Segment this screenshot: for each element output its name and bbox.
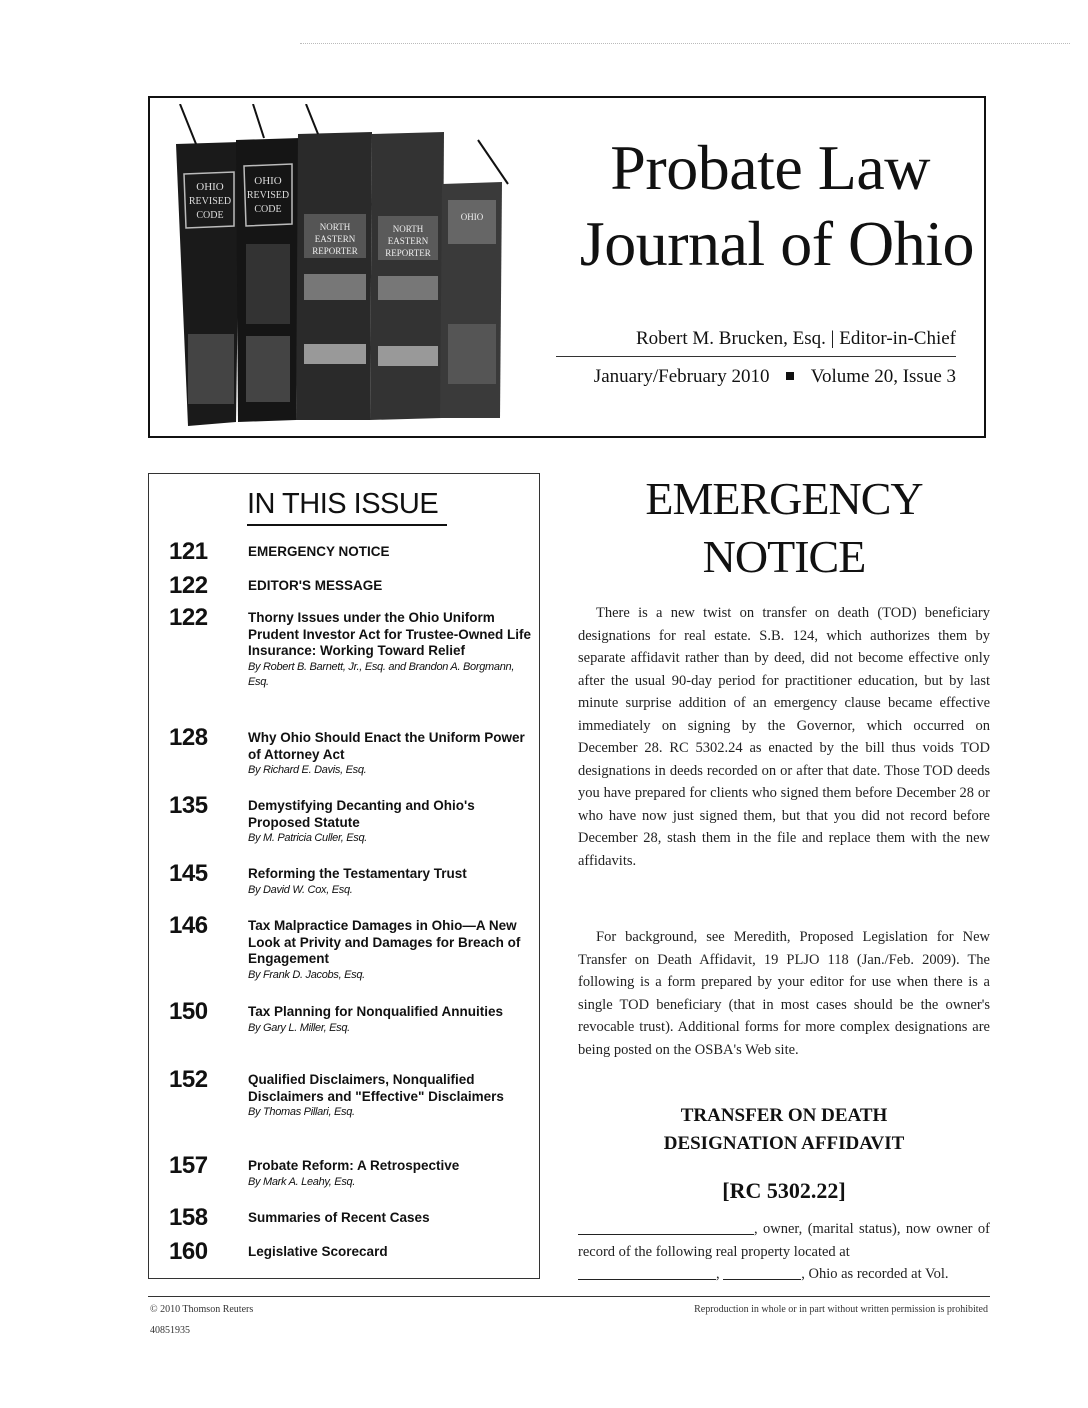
toc-author: By Gary L. Miller, Esq. — [248, 1021, 350, 1034]
svg-text:REPORTER: REPORTER — [385, 248, 431, 258]
toc-page: 157 — [169, 1152, 208, 1179]
toc-title: Demystifying Decanting and Ohio's Proposed Statute — [248, 798, 475, 830]
svg-text:EASTERN: EASTERN — [387, 236, 429, 246]
article-headline — [578, 470, 990, 586]
svg-text:NORTH: NORTH — [392, 224, 424, 234]
svg-text:REVISED: REVISED — [188, 196, 232, 207]
book-4 — [370, 132, 444, 420]
toc-title: EDITOR'S MESSAGE — [248, 578, 383, 593]
toc-page: 150 — [169, 998, 208, 1025]
toc-author: By Richard E. Davis, Esq. — [248, 764, 367, 776]
form-title-line-2: DESIGNATION AFFIDAVIT — [663, 1133, 905, 1154]
book-1 — [176, 104, 240, 426]
toc-title: Legislative Scorecard — [248, 1244, 388, 1259]
toc-title: Why Ohio Should Enact the Uniform Power of Attorney Act — [248, 730, 525, 762]
toc-title: Probate Reform: A Retrospective — [248, 1158, 460, 1173]
toc-page: 146 — [169, 912, 208, 939]
toc-page: 122 — [169, 572, 208, 599]
copyright: © 2010 Thomson Reuters — [150, 1304, 254, 1315]
form-text-2: , — [716, 1266, 720, 1282]
article-column — [578, 466, 990, 1282]
toc-page: 135 — [169, 792, 208, 819]
editor-name: Robert M. Brucken, Esq. — [635, 328, 826, 349]
masthead — [148, 96, 986, 438]
headline-line-2: NOTICE — [702, 531, 866, 582]
toc-page: 121 — [169, 538, 208, 565]
book-2 — [236, 104, 300, 422]
toc-author: By Thomas Pillari, Esq. — [248, 1106, 355, 1118]
top-dotted-rule — [300, 43, 1070, 44]
svg-text:CODE: CODE — [254, 204, 282, 215]
toc-page: 128 — [169, 724, 208, 751]
form-blank-owner[interactable] — [578, 1220, 754, 1235]
toc-author: By Frank D. Jacobs, Esq. — [248, 968, 365, 981]
form-text-3: , Ohio as recorded at Vol. — [801, 1266, 949, 1282]
toc-page: 122 — [169, 604, 208, 631]
toc-heading: IN THIS ISSUE — [247, 488, 447, 526]
form-title — [578, 1102, 990, 1158]
svg-text:OHIO: OHIO — [254, 175, 282, 187]
headline-line-1: EMERGENCY — [645, 473, 923, 524]
toc-title: Tax Planning for Nonqualified Annuities — [248, 1004, 504, 1019]
form-blank-location[interactable] — [578, 1265, 716, 1280]
form-title-line-1: TRANSFER ON DEATH — [680, 1105, 888, 1126]
svg-text:NORTH: NORTH — [319, 222, 351, 232]
title-line-2: Journal of Ohio — [579, 208, 974, 279]
toc-title: EMERGENCY NOTICE — [248, 544, 390, 559]
toc-title: Thorny Issues under the Ohio Uniform Prudent Investor Act for Trustee-Owned Life Insurance: Working Toward Relief — [248, 610, 532, 658]
svg-text:REPORTER: REPORTER — [312, 246, 358, 256]
toc-title: Summaries of Recent Cases — [248, 1210, 430, 1225]
svg-text:EASTERN: EASTERN — [314, 234, 356, 244]
toc-page: 160 — [169, 1238, 208, 1265]
toc-page: 145 — [169, 860, 208, 887]
form-statute-code: [RC 5302.22] — [722, 1178, 846, 1203]
issue-date: January/February 2010 — [593, 366, 770, 387]
toc-page: 152 — [169, 1066, 208, 1093]
toc-page: 158 — [169, 1204, 208, 1231]
square-bullet-icon — [786, 372, 794, 380]
book-5 — [440, 140, 508, 418]
table-of-contents — [148, 473, 540, 1279]
svg-text:OHIO: OHIO — [460, 212, 484, 222]
issue-row — [538, 366, 956, 388]
book-3 — [296, 104, 372, 420]
title-line-1: Probate Law — [610, 132, 930, 203]
form-blank-county[interactable] — [723, 1265, 801, 1280]
toc-author: By Robert B. Barnett, Jr., Esq. and Brandon A. Borgmann, Esq. — [248, 660, 515, 688]
form-text-1: , owner, (marital status), now owner of record of the following real property located at — [578, 1221, 990, 1260]
toc-title: Tax Malpractice Damages in Ohio—A New Look at Privity and Damages for Breach of Engagement — [248, 918, 521, 966]
toc-title: Reforming the Testamentary Trust — [248, 866, 467, 881]
footer-rule — [148, 1296, 990, 1297]
reproduction-notice: Reproduction in whole or in part without written permission is prohibited — [694, 1304, 988, 1315]
form-text — [578, 1218, 990, 1286]
toc-title: Qualified Disclaimers, Nonqualified Disclaimers and "Effective" Disclaimers — [248, 1072, 504, 1104]
journal-title — [534, 130, 974, 282]
article-paragraph-2: For background, see Meredith, Proposed Legislation for New Transfer on Death Affidavit, 19 PLJO 118 (Jan./Feb. 2009). The following is a form prepared by your editor for use when there is a single TOD beneficiary (that in most cases should be the owner's revocable trust). Additional forms for more complex designations are being posted on the OSBA's Web site. — [578, 929, 990, 1058]
toc-author: By Mark A. Leahy, Esq. — [248, 1175, 356, 1188]
svg-text:OHIO: OHIO — [196, 181, 224, 193]
toc-author: By David W. Cox, Esq. — [248, 883, 353, 896]
editor-separator: | — [830, 328, 840, 349]
svg-text:CODE: CODE — [196, 210, 224, 221]
toc-author: By M. Patricia Culler, Esq. — [248, 832, 368, 844]
publication-code: 40851935 — [150, 1325, 190, 1336]
editor-role: Editor-in-Chief — [839, 328, 956, 349]
article-paragraph-1: There is a new twist on transfer on death (TOD) beneficiary designations for real estate. S.B. 124, which authorizes them by separate affidavit rather than by deed, did not become effective only after the usual 90-day period for practitioner education, but by last minute surprise addition of an emergency clause became effective immediately on signing by the Governor, which occurred on December 28. RC 5302.24 as enacted by the bill thus voids TOD designations in deeds recorded on or after that date. Those TOD deeds you have prepared for clients who signed them before December 28 or who have now just signed them, but that you did not record before December 28, stash them in the file and replace them with the new affidavits. — [578, 605, 990, 869]
svg-text:REVISED: REVISED — [246, 190, 290, 201]
editor-row — [556, 328, 956, 357]
issue-volume: Volume 20, Issue 3 — [810, 366, 956, 387]
